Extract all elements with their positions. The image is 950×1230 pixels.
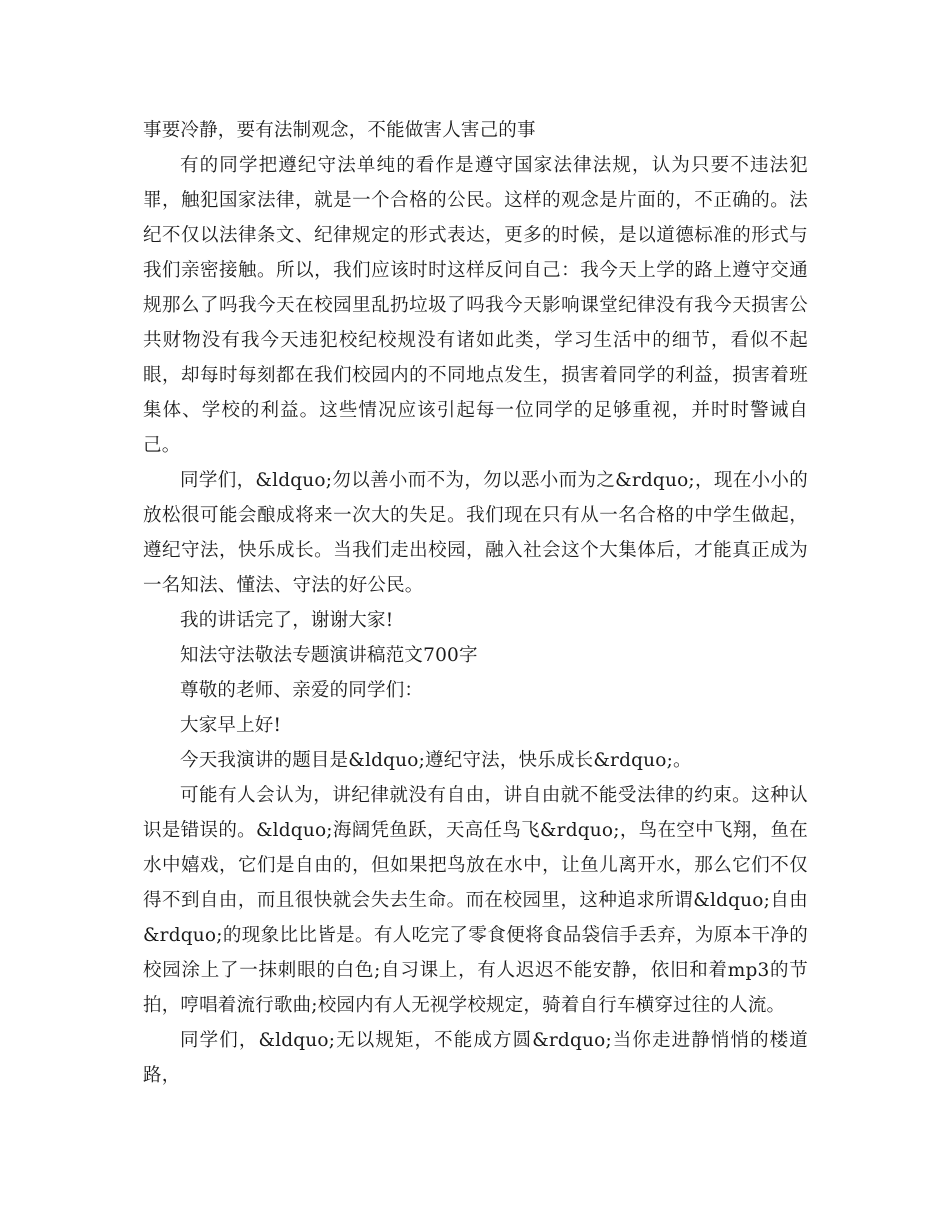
paragraph-closing-thanks: 我的讲话完了，谢谢大家! <box>180 610 394 631</box>
paragraph-law-awareness: 有的同学把遵纪守法单纯的看作是遵守国家法律法规，认为只要不违法犯罪，触犯国家法律，就是一个合格的公民。这样的观念是片面的，不正确的。法纪不仅以法律条文、纪律规定的形式表达，更多的时候，是以道德标准的形式与我们亲密接触。所以，我们应该时时这样反问自己：我今天上学的路上遵守交通规那么了吗我今天在校园里乱扔垃圾了吗我今天影响课堂纪律没有我今天损害公共财物没有我今天违犯校纪校规没有诸如此类，学习生活中的细节，看似不起眼，却每时每刻都在我们校园内的不同地点发生，损害着同学的利益，损害着班集体、学校的利益。这些情况应该引起每一位同学的足够重视，并时时警诫自己。 <box>143 155 808 456</box>
greeting: 大家早上好! <box>180 715 282 736</box>
paragraph-continuation: 事要冷静，要有法制观念，不能做害人害己的事 <box>143 120 536 141</box>
document-body <box>143 113 808 1093</box>
section-title: 知法守法敬法专题演讲稿范文700字 <box>180 645 478 666</box>
salutation: 尊敬的老师、亲爱的同学们： <box>180 680 424 701</box>
paragraph-rules: 同学们，&ldquo;无以规矩，不能成方圆&rdquo;当你走进静悄悄的楼道路， <box>143 1030 808 1086</box>
paragraph-freedom-discipline: 可能有人会认为，讲纪律就没有自由，讲自由就不能受法律的约束。这种认识是错误的。&ldquo;海阔凭鱼跃，天高任鸟飞&rdquo;，鸟在空中飞翔，鱼在水中嬉戏，它们是自由的，但如果把鸟放在水中，让鱼儿离开水，那么它们不仅得不到自由，而且很快就会失去生命。而在校园里，这种追求所谓&ldquo;自由&rdquo;的现象比比皆是。有人吃完了零食便将食品袋信手丢弃，为原本干净的校园涂上了一抹刺眼的白色;自习课上，有人迟迟不能安静，依旧和着mp3的节拍，哼唱着流行歌曲;校园内有人无视学校规定，骑着自行车横穿过往的人流。 <box>143 785 808 1016</box>
paragraph-classmates-appeal: 同学们，&ldquo;勿以善小而不为，勿以恶小而为之&rdquo;，现在小小的放松很可能会酿成将来一次大的失足。我们现在只有从一名合格的中学生做起，遵纪守法，快乐成长。当我们走出校园，融入社会这个大集体后，才能真正成为一名知法、懂法、守法的好公民。 <box>143 470 808 596</box>
speech-topic: 今天我演讲的题目是&ldquo;遵纪守法，快乐成长&rdquo;。 <box>180 750 692 771</box>
